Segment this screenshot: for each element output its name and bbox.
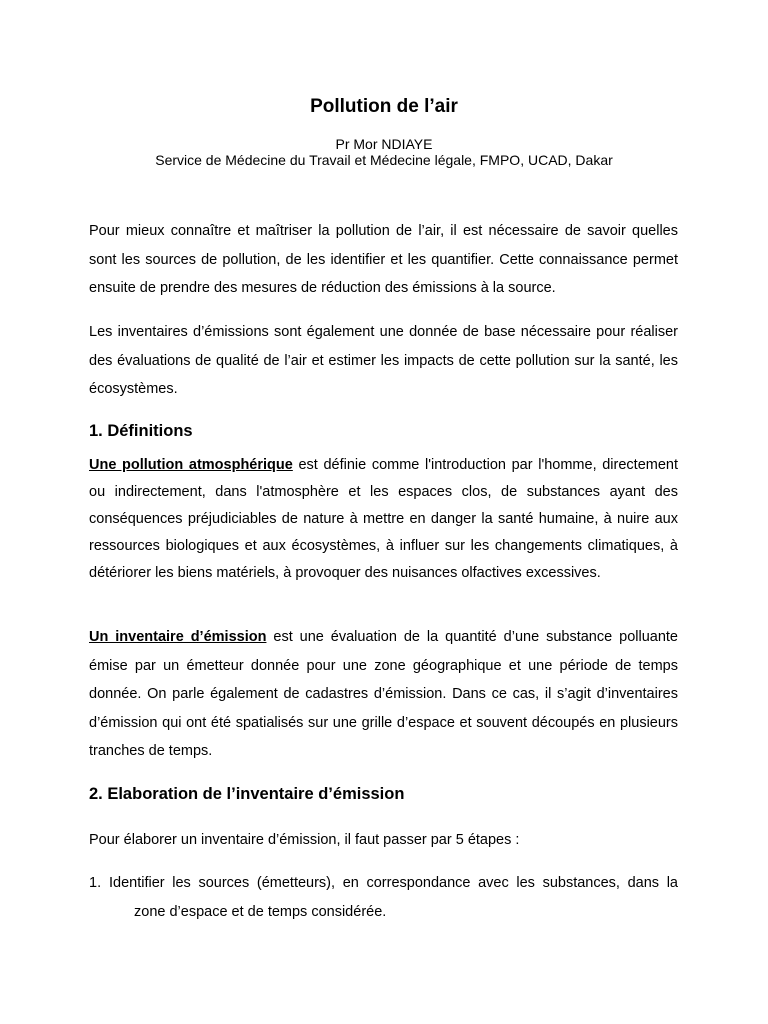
list-item xyxy=(89,869,678,927)
section-1-heading: 1. Définitions xyxy=(89,422,193,440)
definition-text-2: est une évaluation de la quantité d’une substance polluante émise par un émetteur donnée pour une zone géographique et une période de temps donnée. On parle également de cadastres d’émission. Dans ce cas, il s’agit d’inventaires d’émission qui ont été spatialisés sur une grille d’espace et souvent découpés en plusieurs tranches de temps. xyxy=(89,629,678,759)
definition-term-1: Une pollution atmosphérique xyxy=(89,457,293,473)
list-item-number: 1. xyxy=(89,875,102,891)
intro-paragraph-2: Les inventaires d’émissions sont également une donnée de base nécessaire pour réaliser des évaluations de qualité de l’air et estimer les impacts de cette pollution sur la santé, les écosystèmes. xyxy=(89,324,678,397)
document-title: Pollution de l’air xyxy=(310,96,458,117)
list-item-text-line-2: zone d’espace et de temps considérée. xyxy=(134,904,387,920)
definition-paragraph-1 xyxy=(89,452,678,587)
author-affiliation: Service de Médecine du Travail et Médecine légale, FMPO, UCAD, Dakar xyxy=(155,152,613,168)
list-item-text-line-1: Identifier les sources (émetteurs), en correspondance avec les substances, dans la xyxy=(109,875,678,891)
definition-text-1: est définie comme l'introduction par l'homme, directement ou indirectement, dans l'atmosphère et les espaces clos, de substances ayant des conséquences préjudiciables de nature à mettre en danger la santé humaine, à nuire aux ressources biologiques et aux écosystèmes, à influer sur les changements climatiques, à détériorer les biens matériels, à provoquer des nuisances olfactives excessives. xyxy=(89,457,678,581)
section-2-heading: 2. Elaboration de l’inventaire d’émission xyxy=(89,785,405,803)
intro-paragraph-1: Pour mieux connaître et maîtriser la pollution de l’air, il est nécessaire de savoir quelles sont les sources de pollution, de les identifier et les quantifier. Cette connaissance permet ensuite de prendre des mesures de réduction des émissions à la source. xyxy=(89,223,678,296)
definition-term-2: Un inventaire d’émission xyxy=(89,629,267,645)
definition-paragraph-2 xyxy=(89,623,678,766)
section-2-intro: Pour élaborer un inventaire d’émission, il faut passer par 5 étapes : xyxy=(89,832,520,848)
author-name: Pr Mor NDIAYE xyxy=(335,136,433,152)
